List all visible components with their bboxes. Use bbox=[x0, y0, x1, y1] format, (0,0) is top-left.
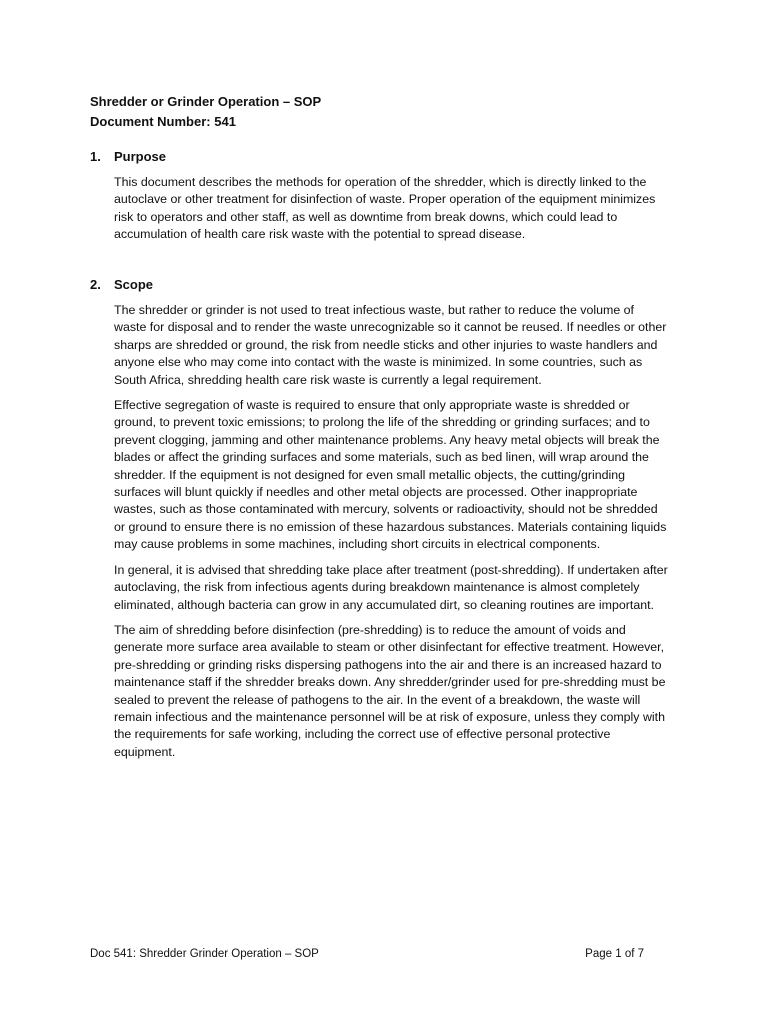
section-body bbox=[114, 302, 668, 761]
section-purpose bbox=[90, 148, 670, 252]
document-header bbox=[90, 92, 690, 132]
document-number: Document Number: 541 bbox=[90, 114, 236, 129]
footer-doc-label: Doc 541: Shredder Grinder Operation – SOP bbox=[90, 948, 319, 960]
section-number: 2. bbox=[90, 277, 101, 292]
section-title: Scope bbox=[114, 277, 154, 292]
page-number: Page 1 of 7 bbox=[585, 948, 644, 960]
paragraph: This document describes the methods for operation of the shredder, which is directly linked to the autoclave or other treatment for disinfection of waste. Proper operation of the equipment minimizes risk to operators and other staff, as well as downtime from break downs, which could lead to accumulation of health care risk waste with the potential to spread disease. bbox=[114, 175, 656, 242]
paragraph: Effective segregation of waste is required to ensure that only appropriate waste is shredded or ground, to prevent toxic emissions; to prolong the life of the shredding or grinding surfaces; and to prevent clogging, jamming and other maintenance problems. Any heavy metal objects will break the blades or affect the grinding surfaces and some materials, such as bed linen, will wrap around the shredder. If the equipment is not designed for even small metallic objects, the cutting/grinding surfaces will blunt quickly if needles and other metal objects are processed. Other inappropriate wastes, such as those contaminated with mercury, solvents or radioactivity, should not be shredded or ground to ensure there is no emission of these hazardous substances. Materials containing liquids may cause problems in some machines, including short circuits in electrical components. bbox=[114, 398, 667, 552]
paragraph: The shredder or grinder is not used to treat infectious waste, but rather to reduce the volume of waste for disposal and to render the waste unrecognizable so it cannot be reused. If needles or other sharps are shredded or ground, the risk from needle sticks and other injuries to waste handlers and anyone else who may come into contact with the waste is minimized. In some countries, such as South Africa, shredding health care risk waste is currently a legal requirement. bbox=[114, 303, 667, 387]
section-body bbox=[114, 174, 668, 244]
section-heading bbox=[90, 276, 670, 294]
section-number: 1. bbox=[90, 149, 101, 164]
document-title: Shredder or Grinder Operation – SOP bbox=[90, 94, 322, 109]
paragraph: The aim of shredding before disinfection (pre-shredding) is to reduce the amount of voids and generate more surface area available to steam or other disinfectant for effective treatment. However, pre-shredding or grinding risks dispersing pathogens into the air and there is an increased hazard to maintenance staff if the shredder breaks down. Any shredder/grinder used for pre-shredding must be sealed to prevent the release of pathogens to the air. In the event of a breakdown, the waste will remain infectious and the maintenance personnel will be at risk of exposure, unless they comply with the requirements for safe working, including the correct use of effective personal protective equipment. bbox=[114, 622, 666, 759]
section-title: Purpose bbox=[114, 149, 167, 164]
paragraph: In general, it is advised that shredding take place after treatment (post-shredding). If undertaken after autoclaving, the risk from infectious agents during breakdown maintenance is almost completely eliminated, although bacteria can grow in any accumulated dirt, so cleaning routines are important. bbox=[114, 562, 668, 612]
section-scope bbox=[90, 276, 670, 769]
section-heading bbox=[90, 148, 670, 166]
page-footer bbox=[90, 946, 644, 962]
